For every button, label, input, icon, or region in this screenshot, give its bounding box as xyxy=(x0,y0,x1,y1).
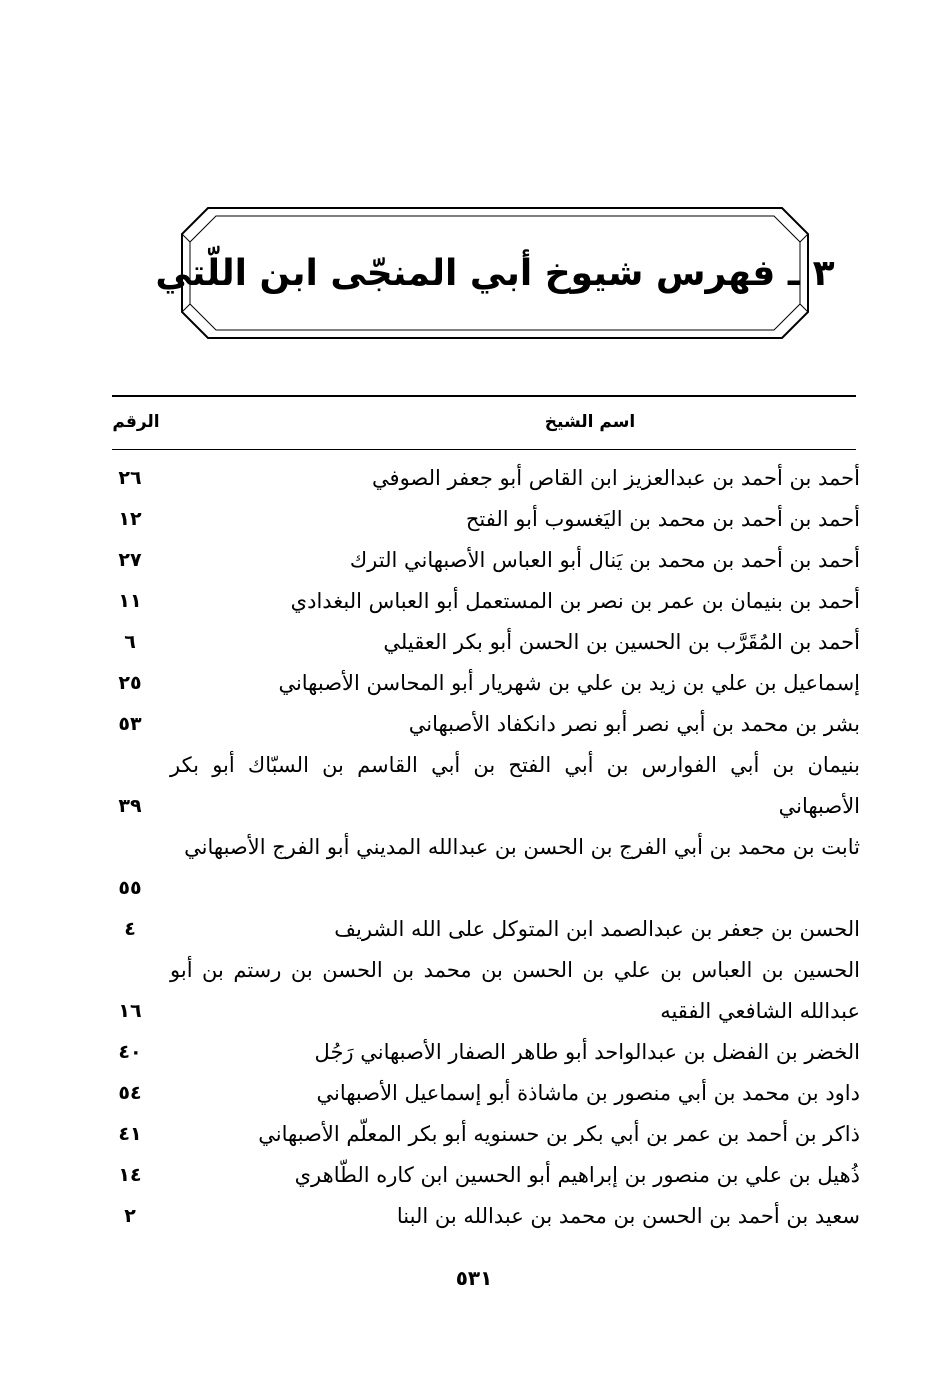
index-entry xyxy=(100,540,860,581)
entry-number: ٦ xyxy=(124,631,136,653)
entry-number: ١٤ xyxy=(118,1164,142,1186)
entry-name: أحمد بن أحمد بن محمد بن اليَغسوب أبو الفتح xyxy=(465,507,860,531)
index-entry xyxy=(100,745,860,827)
index-entry xyxy=(100,1196,860,1237)
index-entry xyxy=(100,704,860,745)
entry-name: أحمد بن بنيمان بن عمر بن نصر بن المستعمل أبو العباس البغدادي xyxy=(290,589,860,613)
index-entry xyxy=(100,950,860,1032)
entry-name: الحسن بن جعفر بن عبدالصمد ابن المتوكل على الله الشريف xyxy=(334,917,860,941)
entry-number: ٤٠ xyxy=(118,1041,142,1063)
page-title: ٣ ـ فهرس شيوخ أبي المنجّى ابن اللّتي xyxy=(155,252,835,294)
index-entry xyxy=(100,827,860,909)
entry-name: أحمد بن أحمد بن عبدالعزيز ابن القاص أبو جعفر الصوفي xyxy=(372,466,860,490)
index-entry xyxy=(100,663,860,704)
entry-number: ٣٩ xyxy=(118,795,142,817)
entry-name: بشر بن محمد بن أبي نصر أبو نصر دانكفاد الأصبهاني xyxy=(408,712,860,736)
entry-number: ٥٣ xyxy=(118,713,142,735)
entry-number: ١١ xyxy=(118,590,142,612)
column-header-name: اسم الشيخ xyxy=(544,412,636,432)
entry-number: ٢ xyxy=(124,1205,136,1227)
entry-name: ذاكر بن أحمد بن عمر بن أبي بكر بن حسنويه أبو بكر المعلّم الأصبهاني xyxy=(258,1122,860,1146)
index-entry xyxy=(100,1073,860,1114)
title-frame xyxy=(155,206,835,340)
index-entry xyxy=(100,1114,860,1155)
index-entry xyxy=(100,1032,860,1073)
entry-name: ذُهيل بن علي بن منصور بن إبراهيم أبو الحسين ابن كاره الطّاهري xyxy=(294,1163,860,1187)
entry-number: ٥٤ xyxy=(118,1082,142,1104)
entry-number: ٢٧ xyxy=(118,549,142,571)
index-entry xyxy=(100,458,860,499)
entry-number: ٢٥ xyxy=(118,672,142,694)
page-number: ٥٣١ xyxy=(455,1266,493,1290)
column-header-number: الرقم xyxy=(112,412,160,432)
entry-name: إسماعيل بن علي بن زيد بن علي بن شهريار أبو المحاسن الأصبهاني xyxy=(278,671,860,695)
entry-name: أحمد بن أحمد بن محمد بن يَنال أبو العباس الأصبهاني الترك xyxy=(349,548,860,572)
index-entry xyxy=(100,499,860,540)
header-top-rule xyxy=(112,395,856,397)
entry-number: ٢٦ xyxy=(118,467,142,489)
entry-name: الحسين بن العباس بن علي بن الحسن بن محمد بن الحسن بن رستم بن أبو عبدالله الشافعي الفقيه xyxy=(170,958,860,1023)
entry-name: أحمد بن المُقَرَّب بن الحسين بن الحسن أبو بكر العقيلي xyxy=(383,630,860,654)
entry-name: الخضر بن الفضل بن عبدالواحد أبو طاهر الصفار الأصبهاني رَجُل xyxy=(314,1040,860,1064)
index-entry xyxy=(100,622,860,663)
header-bottom-rule xyxy=(112,449,856,450)
entry-name: سعيد بن أحمد بن الحسن بن محمد بن عبدالله بن البنا xyxy=(396,1204,860,1228)
entry-number: ٤ xyxy=(124,918,136,940)
index-entry xyxy=(100,1155,860,1196)
entry-number: ٥٥ xyxy=(118,877,142,899)
entry-number: ٤١ xyxy=(118,1123,142,1145)
index-entry xyxy=(100,909,860,950)
index-entry xyxy=(100,581,860,622)
entry-name: ثابت بن محمد بن أبي الفرج بن الحسن بن عبدالله المديني أبو الفرج الأصبهاني xyxy=(184,835,860,859)
entry-number: ١٦ xyxy=(118,1000,142,1022)
entry-name: داود بن محمد بن أبي منصور بن ماشاذة أبو إسماعيل الأصبهاني xyxy=(316,1081,860,1105)
entry-name: بنيمان بن أبي الفوارس بن أبي الفتح بن أبي القاسم بن السبّاك أبو بكر الأصبهاني xyxy=(170,753,860,818)
entry-number: ١٢ xyxy=(118,508,142,530)
